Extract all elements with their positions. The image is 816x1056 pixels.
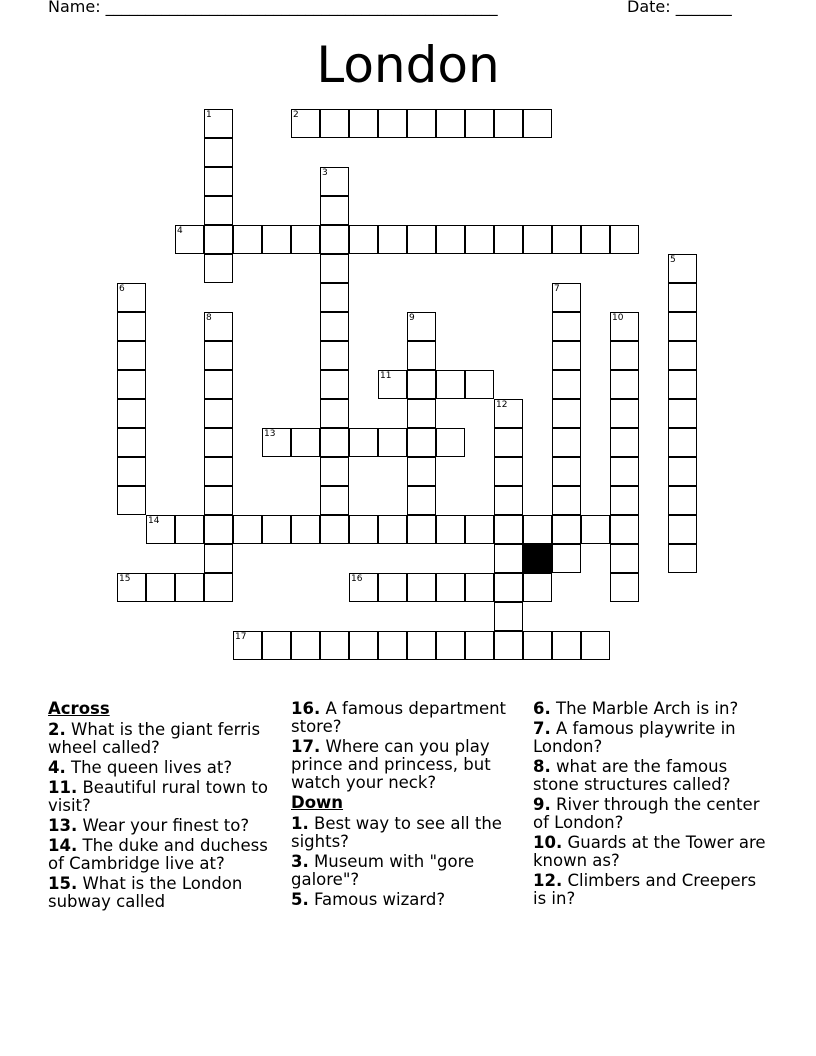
grid-cell[interactable] — [204, 109, 233, 138]
grid-cell[interactable] — [552, 312, 581, 341]
grid-cell[interactable] — [552, 544, 581, 573]
clue-across-4: 4. The queen lives at? — [48, 758, 233, 777]
grid-cell[interactable] — [146, 515, 175, 544]
grid-cell[interactable] — [320, 196, 349, 225]
grid-cell[interactable] — [117, 457, 146, 486]
clue-down-8: 8. what are the famous stone structures called? — [533, 757, 731, 794]
clue-across-17: 17. Where can you play prince and princess, but watch your neck? — [291, 737, 491, 792]
grid-cell[interactable] — [552, 341, 581, 370]
grid-cell[interactable] — [407, 573, 436, 602]
grid-cell[interactable] — [610, 457, 639, 486]
clue-down-5: 5. Famous wizard? — [291, 890, 446, 909]
grid-cell[interactable] — [610, 544, 639, 573]
grid-cell[interactable] — [146, 573, 175, 602]
clue-across-2: 2. What is the giant ferris wheel called? — [48, 720, 261, 757]
grid-cell[interactable] — [436, 370, 465, 399]
clue-number: 10 — [612, 313, 624, 323]
grid-cell[interactable] — [204, 573, 233, 602]
grid-cell[interactable] — [320, 254, 349, 283]
grid-cell[interactable] — [117, 486, 146, 515]
grid-cell[interactable] — [610, 486, 639, 515]
grid-cell[interactable] — [610, 370, 639, 399]
grid-cell[interactable] — [233, 225, 262, 254]
grid-cell[interactable] — [610, 573, 639, 602]
grid-cell[interactable] — [378, 515, 407, 544]
grid-cell[interactable] — [320, 370, 349, 399]
grid-cell[interactable] — [320, 399, 349, 428]
grid-cell[interactable] — [436, 428, 465, 457]
grid-cell[interactable] — [291, 109, 320, 138]
grid-cell[interactable] — [175, 515, 204, 544]
grid-cell[interactable] — [552, 283, 581, 312]
grid-cell[interactable] — [407, 341, 436, 370]
grid-cell[interactable] — [320, 312, 349, 341]
clue-number: 9 — [409, 313, 415, 323]
grid-cell[interactable] — [407, 428, 436, 457]
grid-cell[interactable] — [291, 225, 320, 254]
grid-cell[interactable] — [407, 109, 436, 138]
grid-cell[interactable] — [494, 225, 523, 254]
grid-cell[interactable] — [320, 457, 349, 486]
grid-cell[interactable] — [610, 399, 639, 428]
grid-cell[interactable] — [494, 428, 523, 457]
clue-number: 15 — [119, 574, 131, 584]
grid-cell[interactable] — [378, 225, 407, 254]
grid-cell[interactable] — [523, 225, 552, 254]
grid-cell[interactable] — [117, 428, 146, 457]
grid-cell[interactable] — [291, 428, 320, 457]
grid-cell[interactable] — [204, 428, 233, 457]
clue-number: 6 — [119, 284, 125, 294]
grid-cell[interactable] — [175, 225, 204, 254]
grid-cell[interactable] — [610, 312, 639, 341]
grid-cell[interactable] — [581, 631, 610, 660]
clue-down-12: 12. Climbers and Creepers is in? — [533, 871, 757, 908]
grid-cell[interactable] — [204, 399, 233, 428]
grid-cell[interactable] — [552, 370, 581, 399]
clue-number: 12 — [496, 400, 508, 410]
grid-cell[interactable] — [465, 573, 494, 602]
grid-cell[interactable] — [552, 428, 581, 457]
clue-number: 16 — [351, 574, 363, 584]
grid-cell[interactable] — [494, 573, 523, 602]
grid-cell[interactable] — [668, 428, 697, 457]
grid-cell[interactable] — [378, 428, 407, 457]
grid-cell[interactable] — [494, 631, 523, 660]
grid-cell[interactable] — [668, 515, 697, 544]
grid-cell[interactable] — [204, 312, 233, 341]
grid-cell[interactable] — [465, 631, 494, 660]
grid-cell[interactable] — [349, 109, 378, 138]
clue-number: 4 — [177, 226, 183, 236]
clue-across-15: 15. What is the London subway called — [48, 874, 243, 911]
clue-down-6: 6. The Marble Arch is in? — [533, 699, 739, 718]
grid-cell[interactable] — [117, 370, 146, 399]
grid-cell[interactable] — [378, 631, 407, 660]
clue-down-1: 1. Best way to see all the sights? — [291, 814, 502, 851]
grid-cell[interactable] — [204, 486, 233, 515]
grid-cell[interactable] — [494, 457, 523, 486]
grid-cell[interactable] — [610, 225, 639, 254]
grid-cell[interactable] — [320, 515, 349, 544]
clue-down-10: 10. Guards at the Tower are known as? — [533, 833, 766, 870]
grid-cell[interactable] — [436, 631, 465, 660]
grid-cell[interactable] — [407, 457, 436, 486]
grid-cell[interactable] — [552, 457, 581, 486]
clues-column-1 — [48, 700, 283, 913]
grid-cell[interactable] — [436, 225, 465, 254]
clue-number: 11 — [380, 371, 392, 381]
grid-cell[interactable] — [494, 486, 523, 515]
clue-number: 14 — [148, 516, 160, 526]
grid-cell[interactable] — [378, 109, 407, 138]
grid-cell[interactable] — [610, 515, 639, 544]
grid-cell[interactable] — [320, 225, 349, 254]
grid-cell[interactable] — [378, 573, 407, 602]
grid-cell[interactable] — [436, 515, 465, 544]
grid-cell[interactable] — [204, 341, 233, 370]
grid-cell[interactable] — [552, 486, 581, 515]
grid-cell[interactable] — [552, 515, 581, 544]
grid-cell[interactable] — [523, 631, 552, 660]
grid-cell[interactable] — [320, 428, 349, 457]
grid-cell[interactable] — [117, 312, 146, 341]
grid-cell[interactable] — [349, 515, 378, 544]
grid-cell[interactable] — [204, 196, 233, 225]
clue-number: 7 — [554, 284, 560, 294]
clue-across-14: 14. The duke and duchess of Cambridge live at? — [48, 836, 268, 873]
grid-cell[interactable] — [494, 602, 523, 631]
clue-across-16: 16. A famous department store? — [291, 699, 507, 736]
grid-cell[interactable] — [204, 167, 233, 196]
grid-cell[interactable] — [320, 109, 349, 138]
grid-cell[interactable] — [465, 109, 494, 138]
grid-cell[interactable] — [610, 341, 639, 370]
grid-cell[interactable] — [233, 515, 262, 544]
grid-cell[interactable] — [407, 515, 436, 544]
grid-cell[interactable] — [494, 109, 523, 138]
grid-cell[interactable] — [262, 515, 291, 544]
grid-cell[interactable] — [204, 457, 233, 486]
grid-cell[interactable] — [262, 225, 291, 254]
clue-number: 3 — [322, 168, 328, 178]
grid-cell[interactable] — [262, 428, 291, 457]
grid-cell[interactable] — [552, 631, 581, 660]
clues-column-3 — [533, 700, 773, 910]
grid-cell[interactable] — [668, 486, 697, 515]
grid-cell[interactable] — [320, 631, 349, 660]
grid-cell[interactable] — [204, 544, 233, 573]
name-field[interactable]: Name: _________________________________________________ — [48, 0, 498, 16]
clue-number: 1 — [206, 110, 212, 120]
clue-across-11: 11. Beautiful rural town to visit? — [48, 778, 268, 815]
grid-cell[interactable] — [523, 573, 552, 602]
grid-cell[interactable] — [378, 370, 407, 399]
grid-cell[interactable] — [465, 225, 494, 254]
grid-cell[interactable] — [668, 457, 697, 486]
clue-number: 17 — [235, 632, 247, 642]
grid-cell[interactable] — [262, 631, 291, 660]
clues-column-2 — [291, 700, 526, 911]
grid-cell[interactable] — [117, 573, 146, 602]
grid-cell[interactable] — [320, 283, 349, 312]
grid-cell[interactable] — [117, 399, 146, 428]
clue-number: 8 — [206, 313, 212, 323]
grid-cell[interactable] — [407, 225, 436, 254]
grid-cell[interactable] — [494, 544, 523, 573]
grid-cell[interactable] — [117, 283, 146, 312]
grid-cell[interactable] — [436, 573, 465, 602]
black-square — [523, 544, 552, 573]
down-heading: Down — [291, 793, 344, 812]
grid-cell[interactable] — [204, 225, 233, 254]
grid-cell[interactable] — [407, 370, 436, 399]
grid-cell[interactable] — [204, 138, 233, 167]
clue-across-13: 13. Wear your finest to? — [48, 816, 250, 835]
clue-down-7: 7. A famous playwrite in London? — [533, 719, 736, 756]
grid-cell[interactable] — [494, 399, 523, 428]
date-field[interactable]: Date: _______ — [627, 0, 732, 16]
grid-cell[interactable] — [204, 515, 233, 544]
grid-cell[interactable] — [407, 312, 436, 341]
grid-cell[interactable] — [668, 283, 697, 312]
clue-number: 2 — [293, 110, 299, 120]
across-heading: Across — [48, 699, 110, 718]
grid-cell[interactable] — [552, 399, 581, 428]
grid-cell[interactable] — [320, 167, 349, 196]
grid-cell[interactable] — [407, 631, 436, 660]
grid-cell[interactable] — [233, 631, 262, 660]
grid-cell[interactable] — [175, 573, 204, 602]
grid-cell[interactable] — [349, 225, 378, 254]
grid-cell[interactable] — [465, 515, 494, 544]
grid-cell[interactable] — [204, 370, 233, 399]
grid-cell[interactable] — [291, 631, 320, 660]
grid-cell[interactable] — [523, 109, 552, 138]
grid-cell[interactable] — [320, 486, 349, 515]
grid-cell[interactable] — [610, 428, 639, 457]
grid-cell[interactable] — [407, 399, 436, 428]
clue-number: 13 — [264, 429, 276, 439]
grid-cell[interactable] — [465, 370, 494, 399]
grid-cell[interactable] — [552, 225, 581, 254]
grid-cell[interactable] — [407, 486, 436, 515]
grid-cell[interactable] — [436, 109, 465, 138]
grid-cell[interactable] — [117, 341, 146, 370]
grid-cell[interactable] — [523, 515, 552, 544]
clue-down-3: 3. Museum with "gore galore"? — [291, 852, 475, 889]
grid-cell[interactable] — [349, 428, 378, 457]
puzzle-title: London — [316, 36, 500, 94]
clue-down-9: 9. River through the center of London? — [533, 795, 760, 832]
grid-cell[interactable] — [581, 225, 610, 254]
grid-cell[interactable] — [668, 312, 697, 341]
grid-cell[interactable] — [668, 399, 697, 428]
grid-cell[interactable] — [668, 341, 697, 370]
grid-cell[interactable] — [349, 631, 378, 660]
grid-cell[interactable] — [320, 341, 349, 370]
grid-cell[interactable] — [668, 370, 697, 399]
grid-cell[interactable] — [494, 515, 523, 544]
clue-number: 5 — [670, 255, 676, 265]
grid-cell[interactable] — [668, 544, 697, 573]
grid-cell[interactable] — [349, 573, 378, 602]
grid-cell[interactable] — [291, 515, 320, 544]
grid-cell[interactable] — [581, 515, 610, 544]
grid-cell[interactable] — [668, 254, 697, 283]
grid-cell[interactable] — [204, 254, 233, 283]
